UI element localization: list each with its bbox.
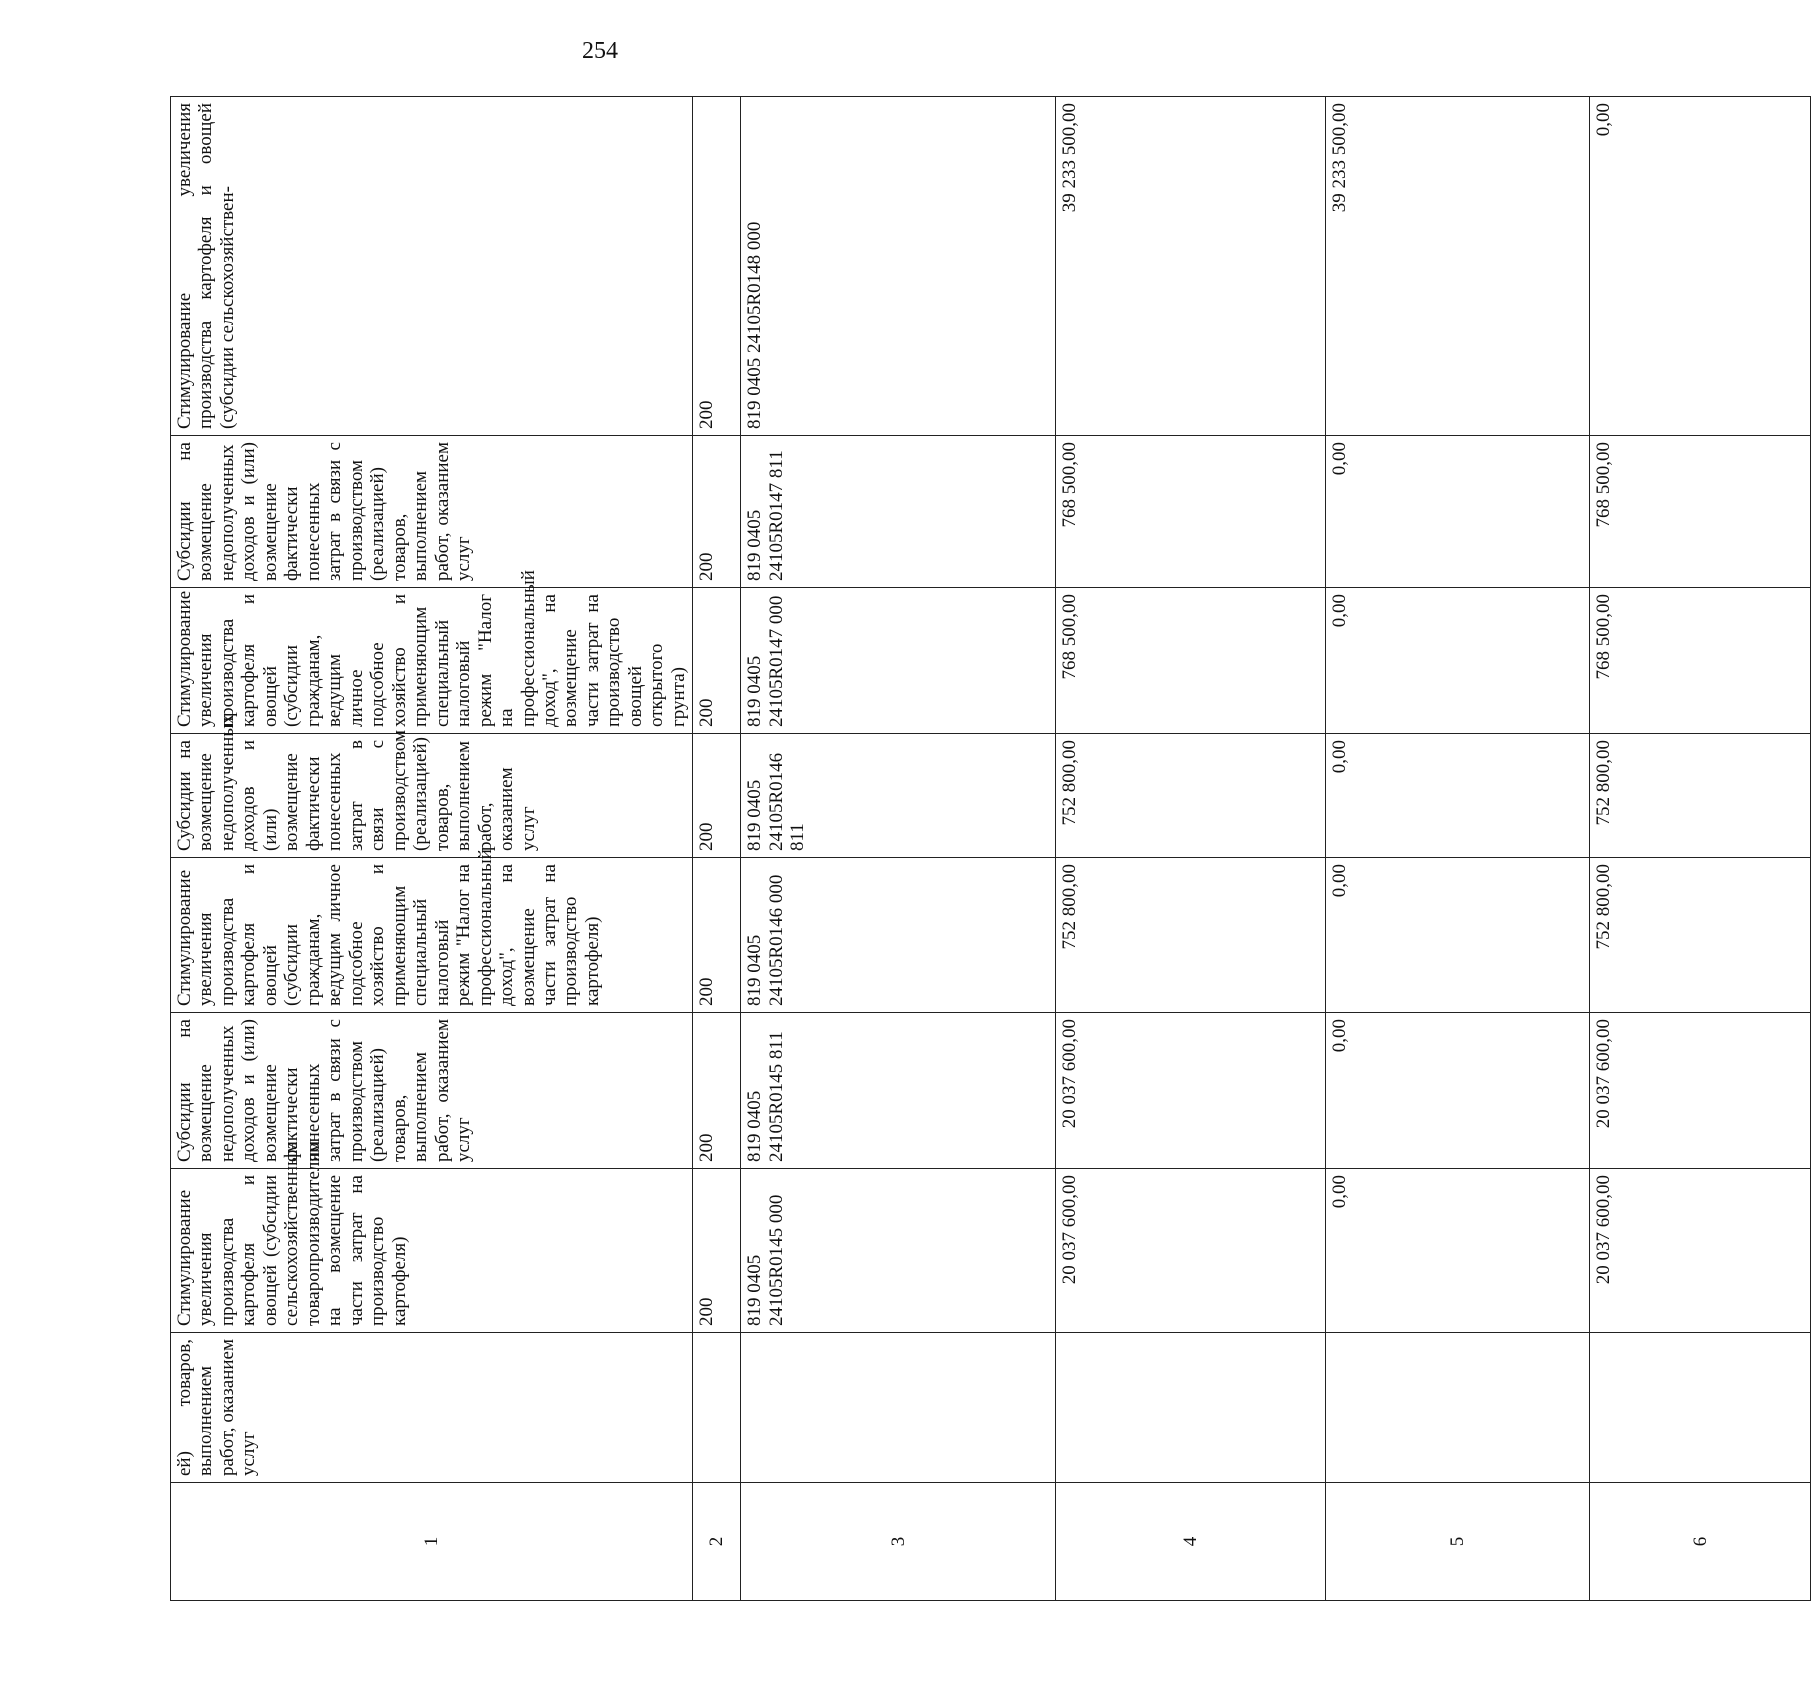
row-1-value-5: 0,00 <box>1326 1169 1590 1333</box>
row-1-code: 200 <box>693 1169 741 1333</box>
row-7-code: 200 <box>693 97 741 436</box>
row-4-kbk: 819 0405 24105R0146 811 <box>741 734 1056 858</box>
row-3-kbk: 819 0405 24105R0146 000 <box>741 858 1056 1013</box>
row-2-code: 200 <box>693 1013 741 1169</box>
row-0-value-4 <box>1056 1333 1326 1483</box>
rotated-table-wrapper <box>170 97 1711 1601</box>
row-1-kbk: 819 0405 24105R0145 000 <box>741 1169 1056 1333</box>
row-6-value-6: 768 500,00 <box>1590 436 1811 588</box>
row-0-value-6 <box>1590 1333 1811 1483</box>
row-0-kbk <box>741 1333 1056 1483</box>
row-4-value-6: 752 800,00 <box>1590 734 1811 858</box>
row-6-kbk: 819 0405 24105R0147 811 <box>741 436 1056 588</box>
row-4-name: Субсидии на возмещение недополученных доходов и (или) возмещение фактически понесенных затрат в связи с производством (реализацией) товаров, выполнением работ, оказанием услуг <box>171 734 693 858</box>
row-2-value-4: 20 037 600,00 <box>1056 1013 1326 1169</box>
row-4-value-4: 752 800,00 <box>1056 734 1326 858</box>
row-0-name: ей) товаров, выполнением работ, оказанием услуг <box>171 1333 693 1483</box>
row-1-name: Стимулирование увеличения производства картофеля и овощей (субсидии сельскохозяйственным товаропроизводителям на возмещение части затрат на производство картофеля) <box>171 1169 693 1333</box>
header-col-3: 3 <box>741 1483 1056 1601</box>
row-6-name: Субсидии на возмещение недополученных доходов и (или) возмещение фактически понесенных затрат в связи с производством (реализацией) товаров, выполнением работ, оказанием услуг <box>171 436 693 588</box>
row-5-value-5: 0,00 <box>1326 588 1590 734</box>
row-7-value-6: 0,00 <box>1590 97 1811 436</box>
row-5-code: 200 <box>693 588 741 734</box>
row-0-code <box>693 1333 741 1483</box>
header-col-4: 4 <box>1056 1483 1326 1601</box>
row-3-value-4: 752 800,00 <box>1056 858 1326 1013</box>
row-7-value-4: 39 233 500,00 <box>1056 97 1326 436</box>
row-7-kbk: 819 0405 24105R0148 000 <box>741 97 1056 436</box>
row-3-value-5: 0,00 <box>1326 858 1590 1013</box>
row-5-value-4: 768 500,00 <box>1056 588 1326 734</box>
row-1-value-4: 20 037 600,00 <box>1056 1169 1326 1333</box>
row-3-code: 200 <box>693 858 741 1013</box>
row-5-kbk: 819 0405 24105R0147 000 <box>741 588 1056 734</box>
row-7-value-5: 39 233 500,00 <box>1326 97 1590 436</box>
row-1-value-6: 20 037 600,00 <box>1590 1169 1811 1333</box>
row-4-code: 200 <box>693 734 741 858</box>
header-col-5: 5 <box>1326 1483 1590 1601</box>
row-6-value-4: 768 500,00 <box>1056 436 1326 588</box>
row-4-value-5: 0,00 <box>1326 734 1590 858</box>
header-col-2: 2 <box>693 1483 741 1601</box>
row-3-value-6: 752 800,00 <box>1590 858 1811 1013</box>
header-col-1: 1 <box>171 1483 693 1601</box>
header-col-6: 6 <box>1590 1483 1811 1601</box>
row-5-value-6: 768 500,00 <box>1590 588 1811 734</box>
row-3-name: Стимулирование увеличения производства картофеля и овощей (субсидии гражданам, ведущим личное подсобное хозяйство и применяющим специальный налоговый режим "Налог на профессиональный доход", на возмещение части затрат на производство картофеля) <box>171 858 693 1013</box>
row-2-name: Субсидии на возмещение недополученных доходов и (или) возмещение фактически понесенных затрат в связи с производством (реализацией) товаров, выполнением работ, оказанием услуг <box>171 1013 693 1169</box>
row-6-code: 200 <box>693 436 741 588</box>
row-2-value-6: 20 037 600,00 <box>1590 1013 1811 1169</box>
row-0-value-5 <box>1326 1333 1590 1483</box>
page-number: 254 <box>582 38 618 64</box>
row-2-value-5: 0,00 <box>1326 1013 1590 1169</box>
budget-table <box>170 96 1811 1601</box>
row-6-value-5: 0,00 <box>1326 436 1590 588</box>
row-2-kbk: 819 0405 24105R0145 811 <box>741 1013 1056 1169</box>
row-5-name: Стимулирование увеличения производства картофеля и овощей (субсидии гражданам, ведущим личное подсобное хозяйство и применяющим специальный налоговый режим "Налог на профессиональный доход", на возмещение части затрат на производство овощей открытого грунта) <box>171 588 693 734</box>
row-7-name: Стимулирование увеличения производства картофеля и овощей (субсидии сельскохозяйствен- <box>171 97 693 436</box>
